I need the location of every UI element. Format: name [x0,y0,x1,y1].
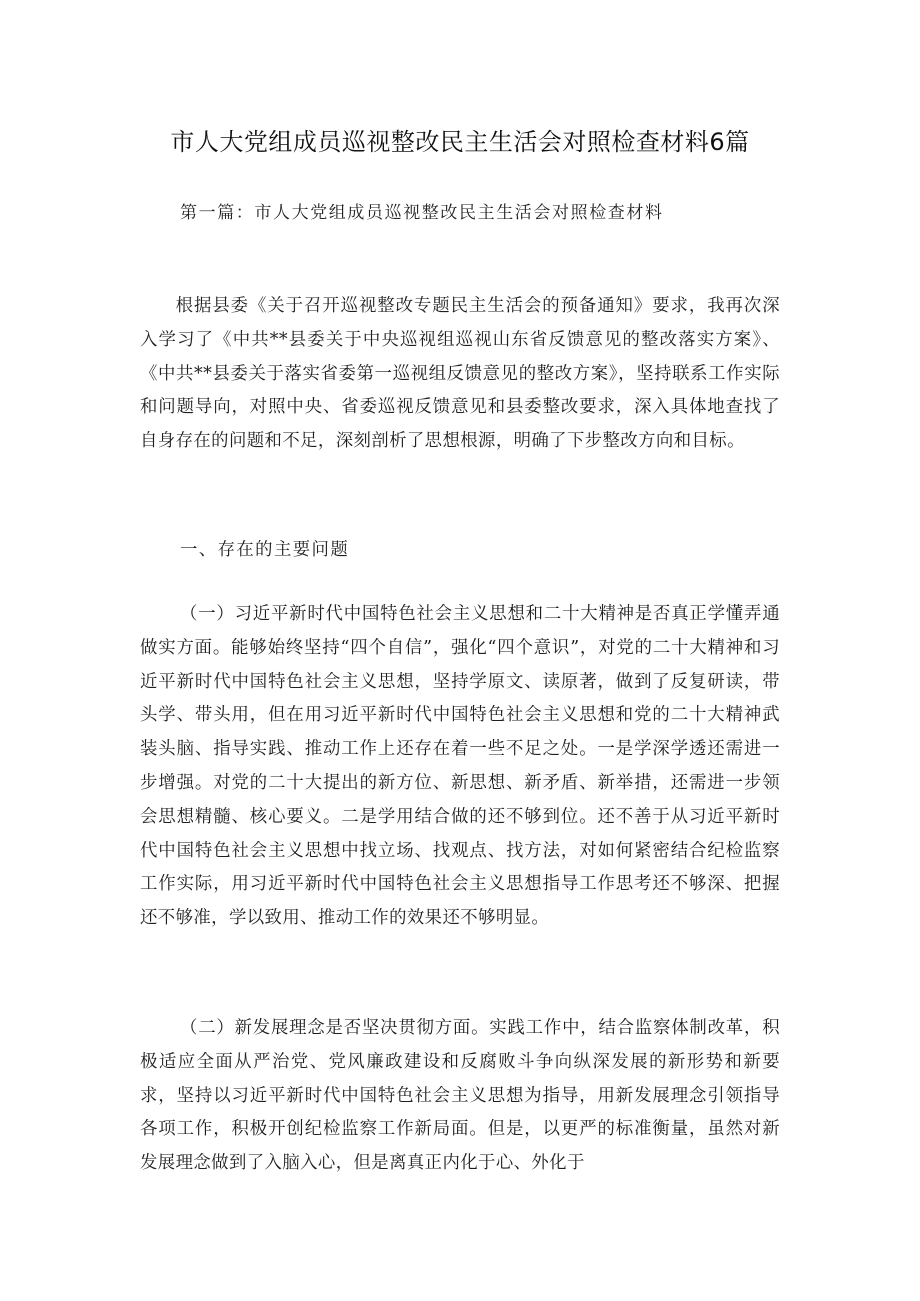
paragraph-intro: 根据县委《关于召开巡视整改专题民主生活会的预备通知》要求，我再次深入学习了《中共**县委关于中央巡视组巡视山东省反馈意见的整改落实方案》、《中共**县委关于落实省委第一巡视组反馈意见的整改方案》，坚持联系工作实际和问题导向，对照中央、省委巡视反馈意见和县委整改要求，深入具体地查找了自身存在的问题和不足，深刻剖析了思想根源，明确了下步整改方向和目标。 [140,296,780,452]
paragraph-problem-1: （一）习近平新时代中国特色社会主义思想和二十大精神是否真正学懂弄通做实方面。能够始终坚持“四个自信”，强化“四个意识”，对党的二十大精神和习近平新时代中国特色社会主义思想，坚持学原文、读原著，做到了反复研读，带头学、带头用，但在用习近平新时代中国特色社会主义思想和党的二十大精神武装头脑、指导实践、推动工作上还存在着一些不足之处。一是学深学透还需进一步增强。对党的二十大提出的新方位、新思想、新矛盾、新举措，还需进一步领会思想精髓、核心要义。二是学用结合做的还不够到位。还不善于从习近平新时代中国特色社会主义思想中找立场、找观点、找方法，对如何紧密结合纪检监察工作实际，用习近平新时代中国特色社会主义思想指导工作思考还不够深、把握还不够准，学以致用、推动工作的效果还不够明显。 [140,604,780,929]
paragraph-problem-2: （二）新发展理念是否坚决贯彻方面。实践工作中，结合监察体制改革，积极适应全面从严治党、党风廉政建设和反腐败斗争向纵深发展的新形势和新要求，坚持以习近平新时代中国特色社会主义思想为指导，用新发展理念引领指导各项工作，积极开创纪检监察工作新局面。但是，以更严的标准衡量，虽然对新发展理念做到了入脑入心，但是离真正内化于心、外化于 [140,1018,780,1174]
section-heading: 第一篇：市人大党组成员巡视整改民主生活会对照检查材料 [180,203,664,223]
document-title: 市人大党组成员巡视整改民主生活会对照检查材料6篇 [170,128,750,156]
paragraph-heading-main-problems: 一、存在的主要问题 [180,540,350,560]
